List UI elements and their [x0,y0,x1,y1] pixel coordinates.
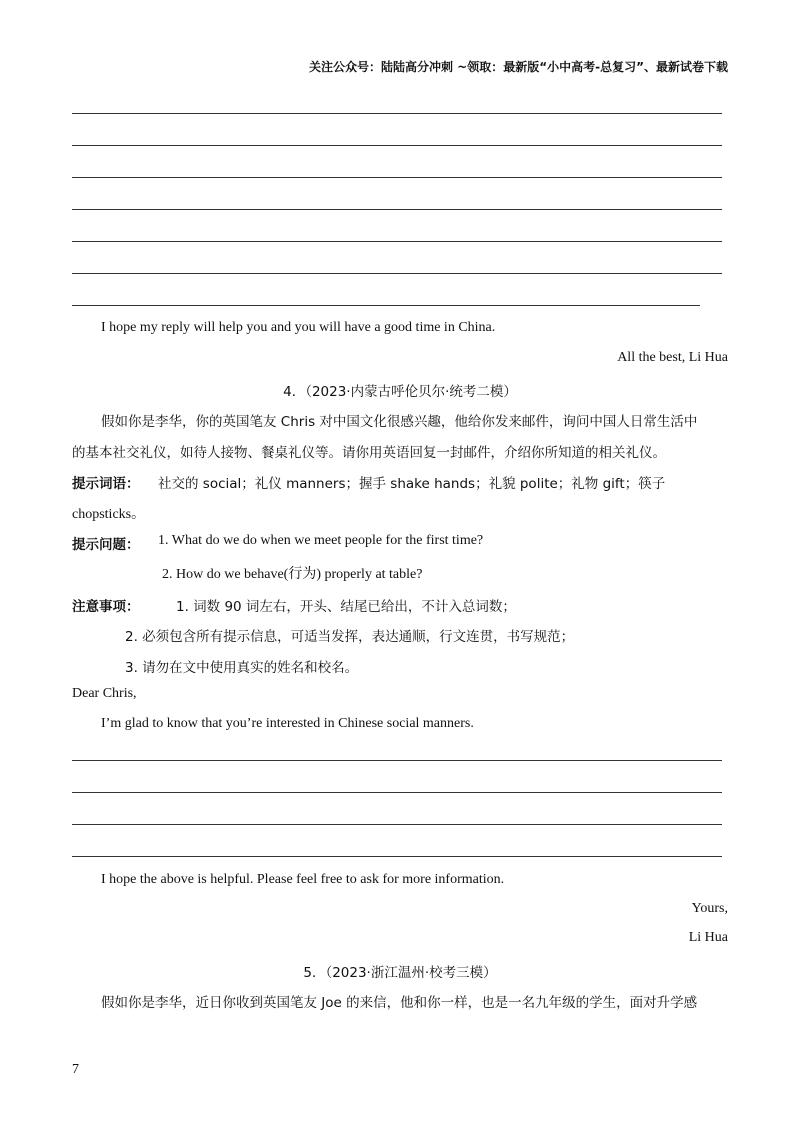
answer-line[interactable] [72,760,722,761]
hint-question: 2. How do we behave(行为) properly at table? [162,567,423,582]
letter-closing: I hope the above is helpful. Please feel free to ask for more information. [101,872,505,887]
letter-opening: I’m glad to know that you’re interested in Chinese social manners. [101,716,474,731]
closing-line: I hope my reply will help you and you will have a good time in China. [101,320,496,335]
answer-line[interactable] [72,856,722,857]
prompt-text: 假如你是李华，近日你收到英国笔友 Joe 的来信，他和你一样，也是一名九年级的学生，面对升学感 [101,995,698,1011]
signoff: All the best, Li Hua [617,350,728,365]
letter-greeting: Dear Chris, [72,686,137,701]
hint-questions-label: 提示问题： [72,537,140,553]
note-item: 3. 请勿在文中使用真实的姓名和校名。 [125,660,359,676]
answer-line[interactable] [72,792,722,793]
hint-question: 1. What do we do when we meet people for the first time? [158,533,484,548]
prompt-text: 的基本社交礼仪，如待人接物、餐桌礼仪等。请你用英语回复一封邮件，介绍你所知道的相关礼仪。 [72,445,666,461]
answer-line[interactable] [72,824,722,825]
note-item: 2. 必须包含所有提示信息，可适当发挥，表达通顺，行文连贯，书写规范； [125,629,575,645]
answer-line[interactable] [72,305,700,306]
prompt-text: 假如你是李华，你的英国笔友 Chris 对中国文化很感兴趣，他给你发来邮件，询问中国人日常生活中 [101,414,698,430]
page-number: 7 [72,1062,79,1077]
answer-line[interactable] [72,241,722,242]
letter-yours: Yours, [691,901,728,916]
answer-line[interactable] [72,145,722,146]
hint-words-cont: chopsticks。 [72,507,146,522]
answer-line[interactable] [72,273,722,274]
answer-line[interactable] [72,209,722,210]
notes-label: 注意事项： [72,599,140,615]
letter-name: Li Hua [688,930,728,945]
page-header: 关注公众号：陆陆高分冲刺 ~领取：最新版“小中高考-总复习”、最新试卷下载 [309,60,728,74]
hint-words-label: 提示词语： [72,476,140,492]
question-title: 4．（2023·内蒙古呼伦贝尔·统考二模） [283,384,517,400]
question-title: 5．（2023·浙江温州·校考三模） [303,965,497,981]
note-item: 1. 词数 90 词左右，开头、结尾已给出，不计入总词数； [176,599,516,615]
answer-line[interactable] [72,177,722,178]
answer-line[interactable] [72,113,722,114]
hint-words: 社交的 social；礼仪 manners；握手 shake hands；礼貌 polite；礼物 gift；筷子 [158,476,666,492]
